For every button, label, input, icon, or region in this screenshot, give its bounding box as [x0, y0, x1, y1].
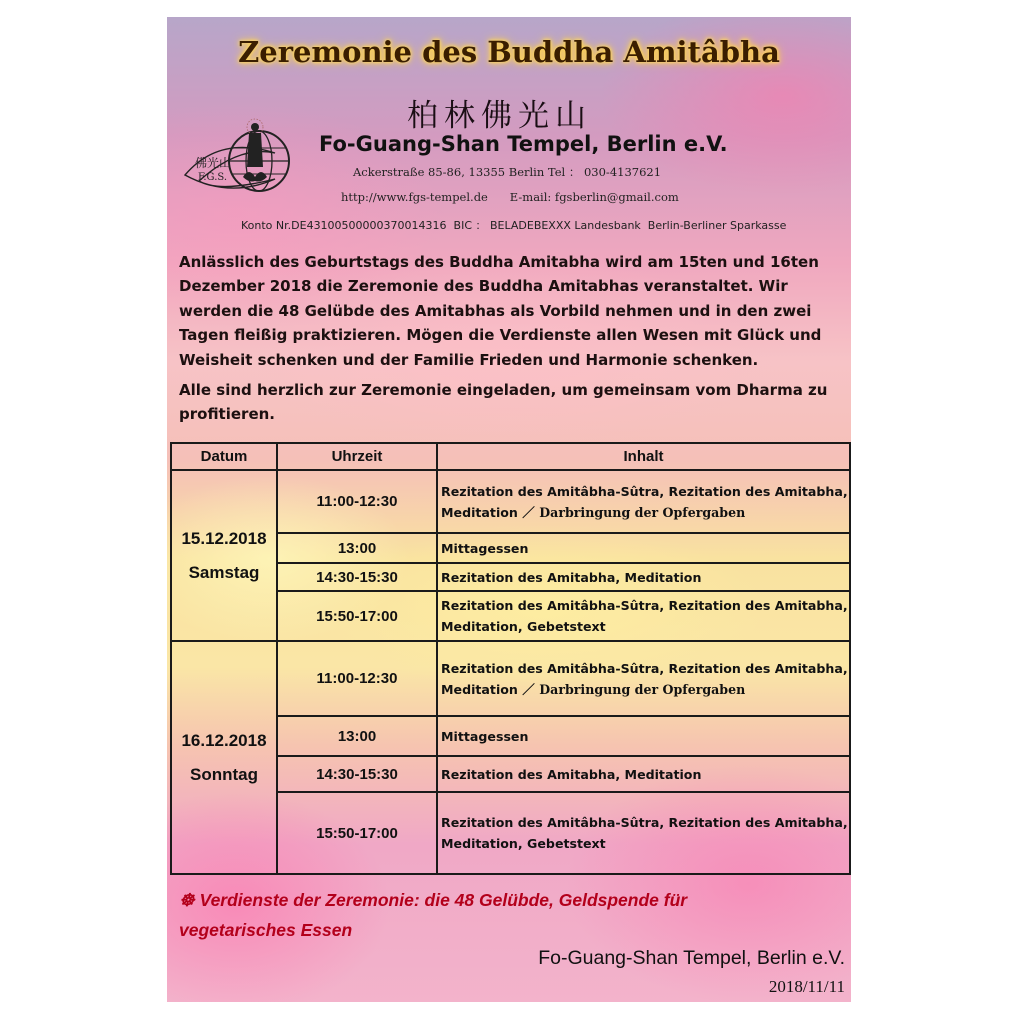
day-cell: [171, 470, 277, 641]
content-cell: Rezitation des Amitabha, Meditation: [437, 563, 850, 591]
invitation-paragraph: Alle sind herzlich zur Zeremonie eingeladen, um gemeinsam vom Dharma zu profitieren.: [179, 381, 828, 424]
content-cell: [437, 470, 850, 533]
content-line-serif: Darbringung der Opfergaben: [539, 504, 746, 520]
content-line: Meditation, Gebetstext: [441, 619, 606, 634]
address-line: Ackerstraße 85-86, 13355 Berlin Tel ： 030-4137621: [353, 165, 662, 179]
time-cell: 13:00: [277, 533, 437, 563]
time-cell: 15:50-17:00: [277, 792, 437, 874]
temple-name: Fo-Guang-Shan Tempel, Berlin e.V.: [319, 132, 728, 156]
column-header-inhalt: Inhalt: [437, 443, 850, 470]
content-line: Rezitation des Amitâbha-Sûtra, Rezitation des Amitabha,: [441, 815, 848, 830]
logo-latin-text: F.G.S.: [198, 172, 228, 183]
bank-account-line: Konto Nr.DE43100500000370014316 BIC ： BELADEBEXXX Landesbank Berlin-Berliner Sparkasse: [241, 219, 787, 232]
merit-note: ☸ Verdienste der Zeremonie: die 48 Gelübde, Geldspende für vegetarisches Essen: [179, 890, 688, 940]
table-header-row: [171, 443, 850, 470]
signature: Fo-Guang-Shan Tempel, Berlin e.V.: [538, 947, 845, 969]
content-cell: [437, 591, 850, 641]
time-cell: 11:00-12:30: [277, 470, 437, 533]
content-line-serif: Darbringung der Opfergaben: [539, 681, 746, 697]
table-row: [171, 470, 850, 533]
content-line: Rezitation des Amitâbha-Sûtra, Rezitation des Amitabha,: [441, 660, 848, 676]
day-weekday: Samstag: [188, 562, 260, 582]
time-cell: 11:00-12:30: [277, 641, 437, 716]
column-header-datum: Datum: [171, 443, 277, 470]
day-weekday: Sonntag: [190, 764, 258, 784]
table-row: [171, 641, 850, 716]
web-email-line: http://www.fgs-tempel.de E-mail: fgsberlin@gmail.com: [341, 190, 679, 204]
intro-paragraph: Anlässlich des Geburtstags des Buddha Amitabha wird am 15ten und 16ten Dezember 2018 die Zeremonie des Buddha Amitabhas veranstaltet. Wir werden die 48 Gelübde des Amitabhas als Vorbild nehmen und in den zwei Tagen fleißig praktizieren. Mögen die Verdienste allen Wesen mit Glück und Weisheit schenken und der Familie Frieden und Harmonie schenken.: [179, 253, 822, 369]
content-line: Rezitation des Amitâbha-Sûtra, Rezitation des Amitabha,: [441, 598, 848, 613]
chinese-temple-name: 柏林佛光山: [407, 98, 592, 134]
content-cell: Mittagessen: [437, 716, 850, 756]
poster: [167, 17, 851, 1002]
time-cell: 15:50-17:00: [277, 591, 437, 641]
content-line: Meditation, Gebetstext: [441, 836, 606, 851]
time-cell: 14:30-15:30: [277, 563, 437, 591]
content-cell: Mittagessen: [437, 533, 850, 563]
content-line: Meditation ／: [441, 681, 540, 697]
day-date: 15.12.2018: [181, 528, 267, 548]
document-date: 2018/11/11: [768, 977, 845, 996]
content-cell: Rezitation des Amitabha, Meditation: [437, 756, 850, 792]
schedule-table: [170, 442, 851, 875]
time-cell: 14:30-15:30: [277, 756, 437, 792]
day-cell: [171, 641, 277, 874]
day-date: 16.12.2018: [181, 730, 267, 750]
time-cell: 13:00: [277, 716, 437, 756]
content-line: Rezitation des Amitâbha-Sûtra, Rezitation des Amitabha,: [441, 483, 848, 499]
content-cell: [437, 792, 850, 874]
content-line: Meditation ／: [441, 504, 540, 520]
logo-chinese-text: 佛光山: [195, 156, 232, 170]
poster-title: Zeremonie des Buddha Amitâbha: [238, 35, 780, 69]
column-header-uhrzeit: Uhrzeit: [277, 443, 437, 470]
content-cell: [437, 641, 850, 716]
